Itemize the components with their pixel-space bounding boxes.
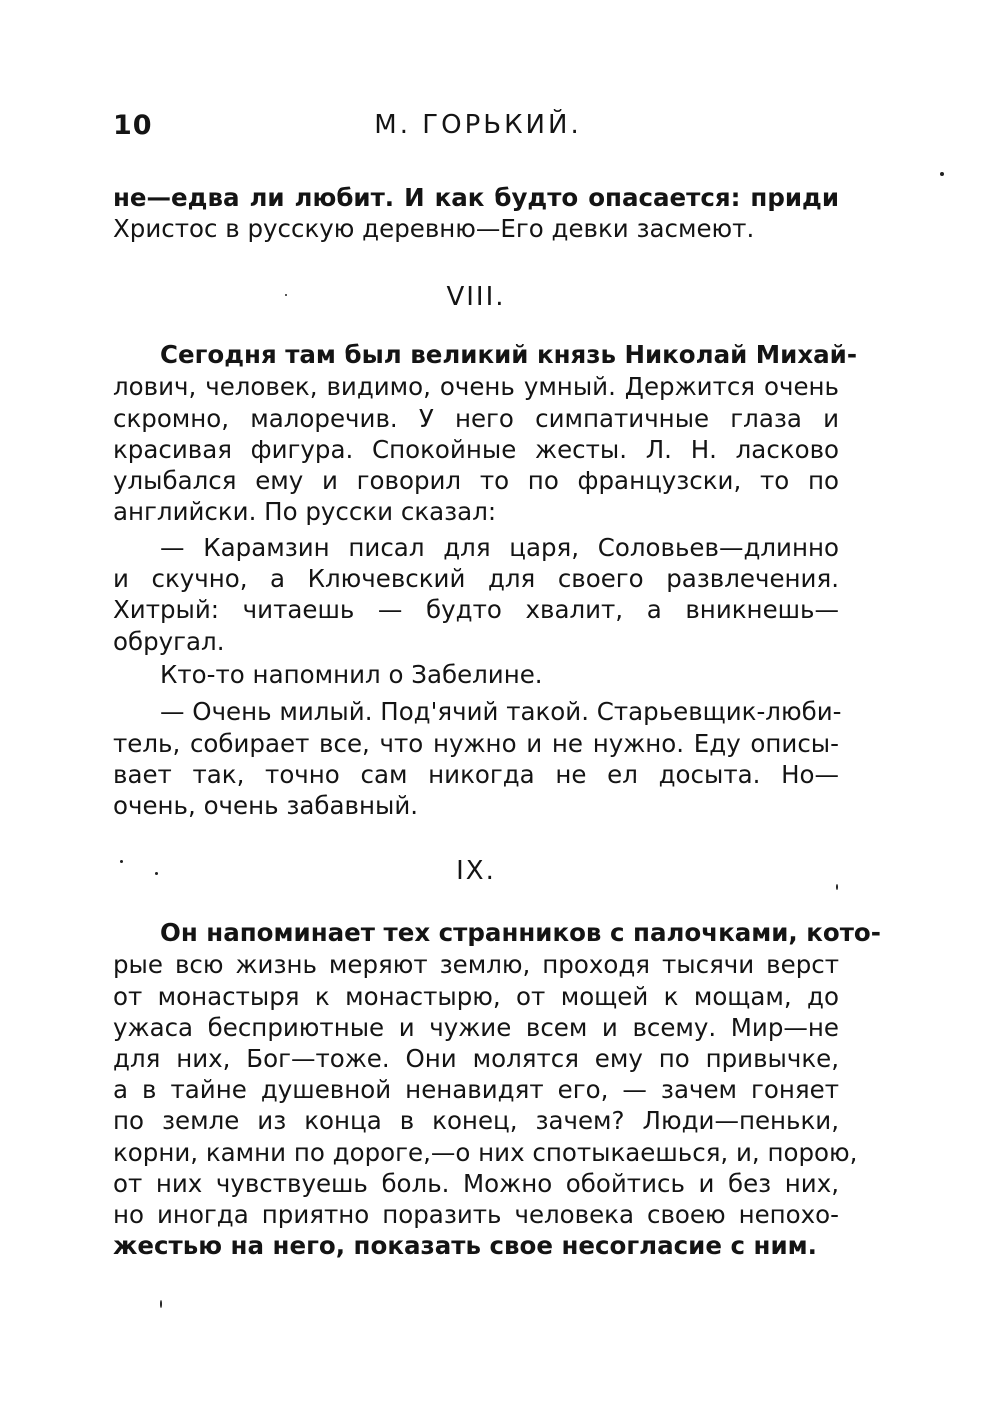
text-line: Христос в русскую деревню—Его девки засмеют. xyxy=(113,214,755,243)
text-line: корни, камни по дороге,—о них спотыкаешься, и, порою, xyxy=(113,1138,858,1167)
text-line: английски. По русски сказал: xyxy=(113,497,497,526)
scan-speck xyxy=(155,872,158,875)
text-line: Хитрый: читаешь — будто хвалит, а вникнешь— xyxy=(113,595,839,624)
text-line: не—едва ли любит. И как будто опасается: приди xyxy=(113,183,839,212)
text-line: рые всю жизнь меряют землю, проходя тысячи верст xyxy=(113,950,839,979)
text-line: очень, очень забавный. xyxy=(113,791,419,820)
text-line: но иногда приятно поразить человека своею непохо- xyxy=(113,1200,839,1229)
text-line: для них, Бог—тоже. Они молятся ему по привычке, xyxy=(113,1044,839,1073)
text-line: вает так, точно сам никогда не ел досыта. Но— xyxy=(113,760,839,789)
scan-speck xyxy=(160,1300,162,1308)
text-line: и скучно, а Ключевский для своего развлечения. xyxy=(113,564,839,593)
page-number: 10 xyxy=(113,110,153,141)
section-heading-ix: IX. xyxy=(456,856,496,886)
scan-speck xyxy=(120,860,123,863)
text-line: лович, человек, видимо, очень умный. Держится очень xyxy=(113,372,839,401)
text-line: а в тайне душевной ненавидят его, — зачем гоняет xyxy=(113,1075,839,1104)
text-line: скромно, малоречив. У него симпатичные глаза и xyxy=(113,404,839,433)
text-line: Кто-то напомнил о Забелине. xyxy=(160,660,543,689)
text-line: — Карамзин писал для царя, Соловьев—длинно xyxy=(160,533,839,562)
page-header xyxy=(113,110,843,150)
text-line: — Очень милый. Под'ячий такой. Старьевщик-люби- xyxy=(160,697,842,726)
scan-speck xyxy=(285,294,287,296)
text-line: жестью на него, показать свое несогласие с ним. xyxy=(113,1231,817,1260)
text-line: красивая фигура. Спокойные жесты. Л. Н. ласково xyxy=(113,435,839,464)
text-line: от них чувствуешь боль. Можно обойтись и без них, xyxy=(113,1169,839,1198)
text-line: Он напоминает тех странников с палочками, кото- xyxy=(160,918,881,947)
text-line: обругал. xyxy=(113,627,225,656)
text-line: ужаса бесприютные и чужие всем и всему. Мир—не xyxy=(113,1013,839,1042)
section-heading-viii: VIII. xyxy=(446,282,506,312)
text-line: улыбался ему и говорил то по французски, то по xyxy=(113,466,839,495)
text-line: тель, собирает все, что нужно и не нужно. Еду описы- xyxy=(113,729,839,758)
text-line: Сегодня там был великий князь Николай Михай- xyxy=(160,340,858,369)
scan-speck xyxy=(940,172,944,176)
text-line: по земле из конца в конец, зачем? Люди—пеньки, xyxy=(113,1106,839,1135)
text-line: от монастыря к монастырю, от мощей к мощам, до xyxy=(113,982,839,1011)
running-title: М. ГОРЬКИЙ. xyxy=(374,110,582,140)
scan-speck xyxy=(836,884,838,890)
